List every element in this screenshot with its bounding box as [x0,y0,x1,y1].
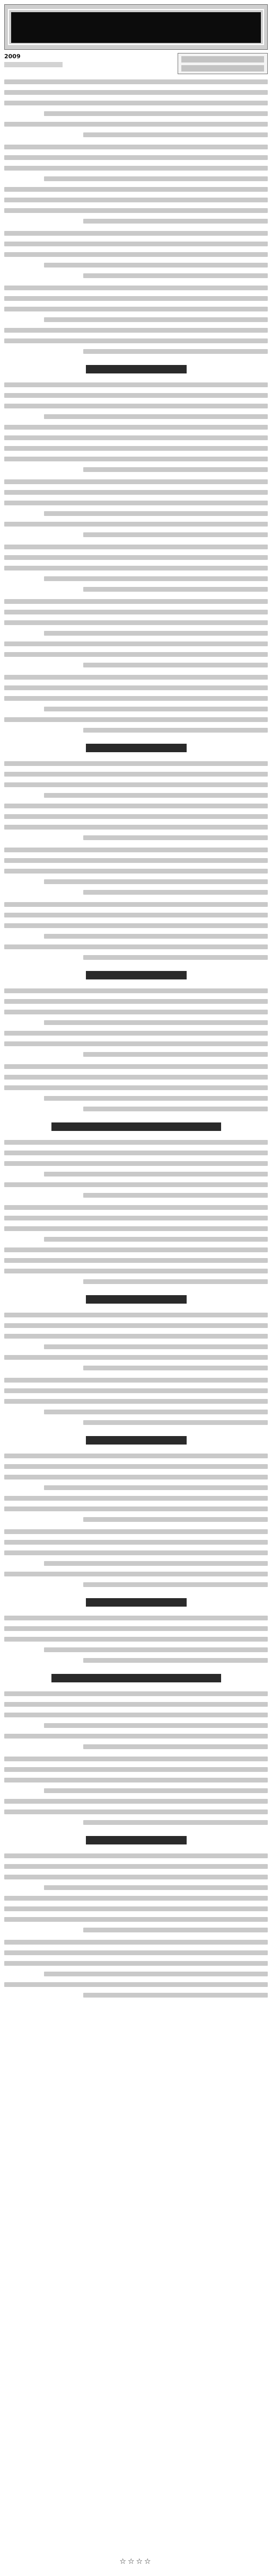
paragraph-line-placeholder [83,728,268,733]
paragraph-line-placeholder [4,1702,268,1707]
paragraph-line-placeholder [4,252,268,257]
paragraph-line-placeholder [4,145,268,149]
paragraph-line-placeholder [4,1529,268,1534]
paragraph-line-placeholder [4,1982,268,1987]
paragraph-line-placeholder [4,999,268,1004]
paragraph-line-placeholder [4,155,268,160]
paragraph-line-placeholder [4,479,268,484]
paragraph-line-placeholder [44,1237,268,1242]
paragraph-line-placeholder [4,435,268,440]
paragraph-line-placeholder [4,848,268,852]
paragraph-line-placeholder [4,1226,268,1231]
paragraph-line-placeholder [4,382,268,387]
paragraph [4,1378,268,1425]
paragraph [4,79,268,137]
paragraph-line-placeholder [4,1616,268,1620]
paragraph-line-placeholder [4,545,268,549]
paragraph [4,1853,268,1932]
paragraph-line-placeholder [4,566,268,571]
publication-date: 2009 [4,53,21,60]
paragraph-line-placeholder [4,286,268,290]
paragraph-line-placeholder [44,176,268,181]
paragraph-line-placeholder [4,1454,268,1458]
paragraph-line-placeholder [83,1279,268,1284]
paragraph-line-placeholder [4,1388,268,1393]
paragraph-line-placeholder [44,1972,268,1976]
paragraph-line-placeholder [83,349,268,354]
paragraph [4,1140,268,1198]
section-heading [4,1291,268,1307]
paragraph-line-placeholder [4,1205,268,1210]
end-ornament: ☆☆☆☆ [119,2557,153,2566]
paragraph-line-placeholder [83,1052,268,1057]
paragraph-line-placeholder [4,1540,268,1545]
paragraph [4,1757,268,1825]
paragraph-line-placeholder [4,944,268,949]
masthead-title [11,12,261,43]
paragraph-line-placeholder [4,988,268,993]
paragraph-line-placeholder [4,620,268,625]
paragraph-line-placeholder [83,132,268,137]
paragraph-line-placeholder [4,1475,268,1479]
paragraph-line-placeholder [4,1917,268,1922]
paragraph-line-placeholder [44,1485,268,1490]
paragraph-line-placeholder [44,1561,268,1566]
paragraph-line-placeholder [4,902,268,907]
paragraph-line-placeholder [4,1323,268,1328]
paragraph-line-placeholder [4,1778,268,1782]
section-heading [4,1670,268,1686]
paragraph-line-placeholder [4,1010,268,1014]
article-body [4,79,268,2005]
paragraph [4,286,268,354]
paragraph-line-placeholder [83,1744,268,1749]
paragraph-line-placeholder [4,231,268,236]
paragraph-line-placeholder [83,890,268,895]
paragraph-line-placeholder [44,1885,268,1890]
paragraph-line-placeholder [4,696,268,701]
section-heading [4,1119,268,1135]
paragraph-line-placeholder [4,1313,268,1317]
paragraph-line-placeholder [44,414,268,419]
masthead [4,4,268,50]
paragraph-line-placeholder [4,1906,268,1911]
paragraph-line-placeholder [44,317,268,322]
paragraph-line-placeholder [83,273,268,278]
paragraph-line-placeholder [4,675,268,680]
paragraph [4,675,268,733]
section-heading-placeholder [86,1836,187,1844]
header-date-block [4,53,89,67]
paragraph-line-placeholder [83,1517,268,1522]
paragraph [4,1064,268,1111]
paragraph-line-placeholder [4,1507,268,1511]
byline-line-2 [181,65,264,72]
byline [181,56,264,63]
paragraph-line-placeholder [4,1550,268,1555]
paragraph-line-placeholder [83,587,268,592]
paragraph [4,761,268,840]
paragraph-line-placeholder [4,1572,268,1576]
paragraph [4,1313,268,1370]
paragraph-line-placeholder [4,1085,268,1090]
paragraph-line-placeholder [4,522,268,527]
paragraph [4,231,268,278]
paragraph-line-placeholder [4,1247,268,1252]
paragraph-line-placeholder [4,1864,268,1869]
paragraph-line-placeholder [4,1075,268,1080]
paragraph-line-placeholder [83,1107,268,1111]
paragraph-line-placeholder [4,90,268,95]
header-byline-box [178,53,268,74]
paragraph-line-placeholder [4,1734,268,1739]
paragraph-line-placeholder [4,825,268,830]
paragraph-line-placeholder [83,1582,268,1587]
paragraph-line-placeholder [4,772,268,777]
paragraph-line-placeholder [4,1810,268,1814]
paragraph-line-placeholder [4,1767,268,1772]
paragraph-line-placeholder [4,1626,268,1631]
paragraph-line-placeholder [4,641,268,646]
paragraph [4,1691,268,1749]
paragraph-line-placeholder [4,1182,268,1187]
paragraph-line-placeholder [4,1950,268,1955]
paragraph-line-placeholder [4,610,268,614]
paragraph-line-placeholder [44,576,268,581]
paragraph-line-placeholder [44,793,268,798]
paragraph-line-placeholder [4,501,268,505]
paragraph-line-placeholder [4,101,268,105]
paragraph-line-placeholder [83,219,268,224]
paragraph-line-placeholder [4,242,268,246]
paragraph [4,1616,268,1663]
section-heading [4,1594,268,1610]
paragraph-line-placeholder [4,599,268,604]
paragraph-line-placeholder [4,685,268,690]
section-heading-placeholder [51,1674,221,1682]
paragraph-line-placeholder [4,198,268,202]
paragraph-line-placeholder [4,923,268,928]
paragraph-line-placeholder [4,858,268,863]
paragraph [4,145,268,224]
paragraph-line-placeholder [4,782,268,787]
paragraph-line-placeholder [4,1691,268,1696]
paragraph-line-placeholder [4,814,268,819]
paragraph-line-placeholder [44,879,268,884]
paragraph [4,902,268,960]
paragraph-line-placeholder [83,1820,268,1825]
section-heading-placeholder [86,365,187,373]
paragraph-line-placeholder [4,328,268,333]
paragraph-line-placeholder [4,1151,268,1155]
paragraph-line-placeholder [83,1993,268,1998]
paragraph [4,1940,268,1998]
paragraph [4,599,268,667]
paragraph-line-placeholder [4,1961,268,1966]
paragraph-line-placeholder [4,717,268,722]
section-heading-placeholder [86,971,187,979]
paragraph-line-placeholder [83,835,268,840]
paragraph-line-placeholder [4,1896,268,1901]
paragraph-line-placeholder [4,425,268,430]
section-heading [4,1832,268,1848]
section-heading [4,361,268,377]
paragraph-line-placeholder [4,187,268,192]
paragraph-line-placeholder [4,1031,268,1036]
paragraph-line-placeholder [83,1420,268,1425]
paragraph-line-placeholder [4,1799,268,1804]
paragraph-line-placeholder [4,338,268,343]
paragraph [4,1529,268,1587]
paragraph-line-placeholder [4,208,268,213]
paragraph-line-placeholder [4,1064,268,1069]
paragraph-line-placeholder [4,1041,268,1046]
paragraph-line-placeholder [83,1193,268,1198]
paragraph-line-placeholder [4,404,268,408]
paragraph-line-placeholder [4,490,268,495]
paragraph-line-placeholder [4,1216,268,1220]
section-heading-placeholder [51,1122,221,1131]
paragraph-line-placeholder [44,263,268,268]
paragraph [4,988,268,1057]
publication-line [4,62,63,67]
section-heading-placeholder [86,1598,187,1607]
paragraph [4,1454,268,1522]
paragraph [4,545,268,592]
section-heading [4,967,268,983]
paragraph-line-placeholder [4,1399,268,1404]
paragraph [4,1205,268,1284]
paragraph-line-placeholder [4,1637,268,1642]
paragraph-line-placeholder [44,631,268,636]
paragraph-line-placeholder [4,307,268,311]
paragraph-line-placeholder [83,955,268,960]
paragraph-line-placeholder [4,393,268,398]
section-heading [4,740,268,756]
paragraph-line-placeholder [4,1713,268,1717]
paragraph-line-placeholder [4,761,268,766]
paragraph-line-placeholder [44,1020,268,1025]
paragraph-line-placeholder [4,166,268,171]
paragraph-line-placeholder [44,707,268,711]
section-heading-placeholder [86,1436,187,1445]
paragraph-line-placeholder [4,1140,268,1145]
paragraph-line-placeholder [44,934,268,939]
paragraph-line-placeholder [44,1344,268,1349]
page-header [4,53,268,74]
paragraph-line-placeholder [83,1658,268,1663]
section-heading-placeholder [86,1295,187,1304]
paragraph [4,382,268,472]
section-heading [4,1432,268,1448]
paragraph-line-placeholder [83,1366,268,1370]
paragraph-line-placeholder [4,804,268,808]
paragraph-line-placeholder [4,79,268,84]
paragraph-line-placeholder [4,1269,268,1273]
paragraph [4,848,268,895]
paragraph-line-placeholder [83,663,268,667]
paragraph-line-placeholder [83,467,268,472]
paragraph-line-placeholder [44,1172,268,1176]
paragraph-line-placeholder [83,532,268,537]
paragraph-line-placeholder [44,1410,268,1414]
paragraph-line-placeholder [4,1334,268,1339]
paragraph-line-placeholder [4,296,268,301]
paragraph-line-placeholder [4,1464,268,1469]
paragraph-line-placeholder [4,457,268,461]
paragraph-line-placeholder [44,111,268,116]
paragraph-line-placeholder [4,1853,268,1858]
paragraph-line-placeholder [4,652,268,657]
paragraph-line-placeholder [4,1161,268,1166]
paragraph-line-placeholder [4,1378,268,1383]
paragraph-line-placeholder [44,1788,268,1793]
paragraph-line-placeholder [44,511,268,516]
paragraph-line-placeholder [44,1647,268,1652]
paragraph-line-placeholder [83,1928,268,1932]
paragraph-line-placeholder [4,913,268,917]
section-heading-placeholder [86,744,187,752]
paragraph-line-placeholder [44,1096,268,1101]
paragraph-line-placeholder [4,555,268,560]
paragraph-line-placeholder [4,122,268,127]
paragraph-line-placeholder [4,1496,268,1501]
paragraph-line-placeholder [4,1757,268,1761]
paragraph-line-placeholder [4,869,268,873]
paragraph-line-placeholder [4,1875,268,1879]
paragraph-line-placeholder [44,1723,268,1728]
paragraph-line-placeholder [4,1940,268,1945]
paragraph-line-placeholder [4,1355,268,1360]
paragraph-line-placeholder [4,446,268,451]
paragraph-line-placeholder [4,1258,268,1263]
paragraph [4,479,268,537]
